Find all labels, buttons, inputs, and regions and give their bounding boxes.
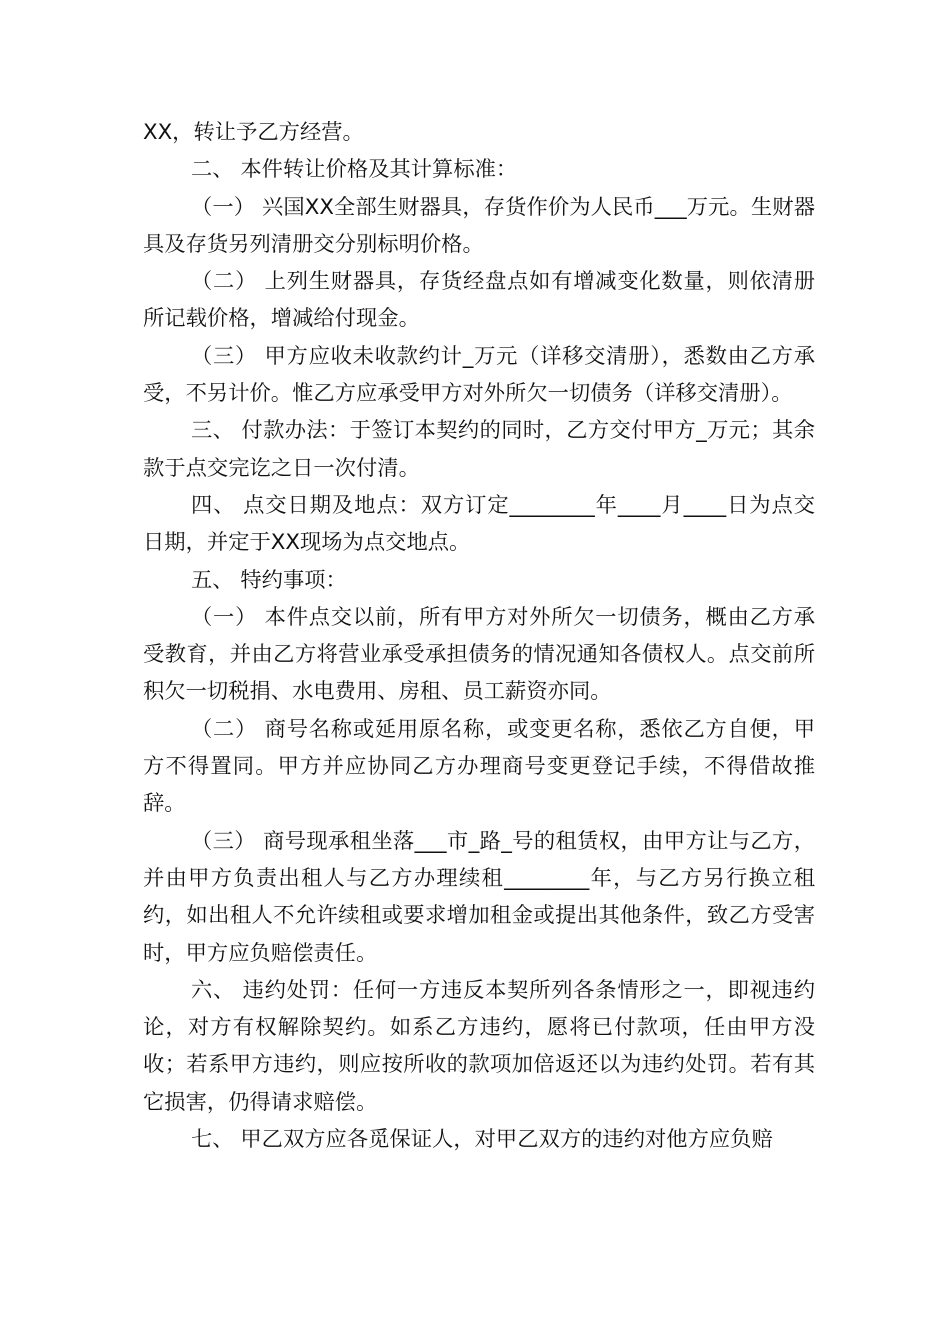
paragraph-4: （二） 上列生财器具，存货经盘点如有增减变化数量，则依清册所记载价格，增减给付现金。 xyxy=(143,269,815,332)
paragraph-3: （一） 兴国XX全部生财器具，存货作价为人民币___万元。生财器具及存货另列清册交分别标明价格。 xyxy=(143,194,815,257)
paragraph-5: （三） 甲方应收未收款约计_万元（详移交清册），悉数由乙方承受，不另计价。惟乙方应承受甲方对外所欠一切债务（详移交清册）。 xyxy=(143,343,815,407)
paragraph-11: （三） 商号现承租坐落___市_路_号的租赁权，由甲方让与乙方，并由甲方负责出租人与乙方办理续租________年，与乙方另行换立租约，如出租人不允许续租或要求增加租金或提出其他条件，致乙方受害时，甲方应负赔偿责任。 xyxy=(143,828,815,966)
document-body xyxy=(143,114,815,1158)
paragraph-10: （二） 商号名称或延用原名称，或变更名称，悉依乙方自便，甲方不得置同。甲方并应协同乙方办理商号变更登记手续，不得借故推辞。 xyxy=(143,716,815,817)
paragraph-13: 七、 甲乙双方应各觅保证人，对甲乙双方的违约对他方应负赔 xyxy=(191,1127,773,1153)
paragraph-1: XX，转让予乙方经营。 xyxy=(143,120,364,145)
paragraph-2: 二、 本件转让价格及其计算标准： xyxy=(191,157,518,183)
paragraph-12: 六、 违约处罚：任何一方违反本契所列各条情形之一，即视违约论，对方有权解除契约。如系乙方违约，愿将已付款项，任由甲方没收；若系甲方违约，则应按所收的款项加倍返还以为违约处罚。若有其它损害，仍得请求赔偿。 xyxy=(143,977,815,1115)
paragraph-7: 四、 点交日期及地点：双方订定________年____月____日为点交日期，并定于XX现场为点交地点。 xyxy=(143,492,815,556)
paragraph-9: （一） 本件点交以前，所有甲方对外所欠一切债务，概由乙方承受教育，并由乙方将营业承受承担债务的情况通知各债权人。点交前所积欠一切税捐、水电费用、房租、员工薪资亦同。 xyxy=(143,604,815,705)
paragraph-6: 三、 付款办法：于签订本契约的同时，乙方交付甲方_万元；其余款于点交完讫之日一次付清。 xyxy=(143,418,815,481)
paragraph-8: 五、 特约事项： xyxy=(191,567,347,593)
